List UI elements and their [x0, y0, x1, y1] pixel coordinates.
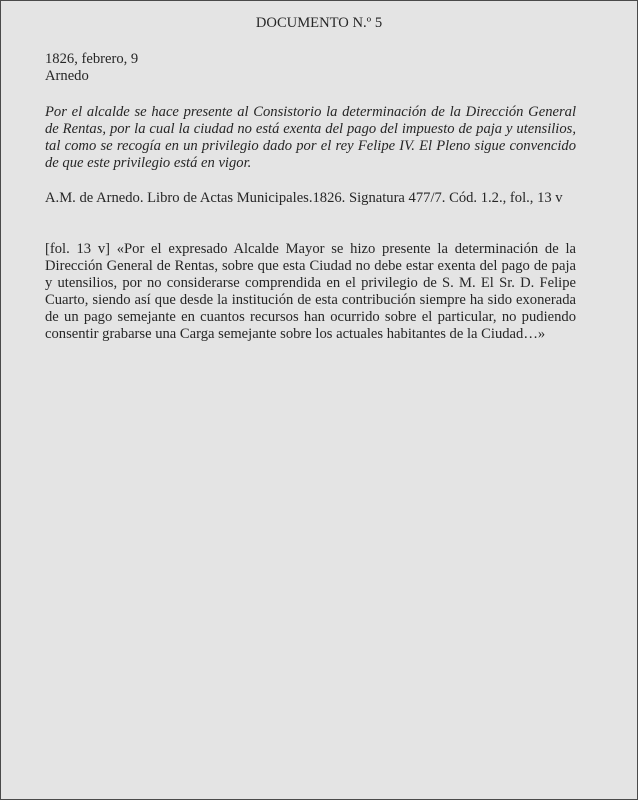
- document-place: Arnedo: [45, 68, 89, 84]
- document-title: DOCUMENTO N.º 5: [255, 15, 383, 31]
- document-source: A.M. de Arnedo. Libro de Actas Municipales.1826. Signatura 477/7. Cód. 1.2., fol., 13 v: [45, 190, 563, 206]
- document-body: [fol. 13 v] «Por el expresado Alcalde Mayor se hizo presente la determinación de la Dirección General de Rentas, sobre que esta Ciudad no debe estar exenta del pago de paja y utensilios, por no considerarse comprendida en el privilegio de S. M. El Sr. D. Felipe Cuarto, siendo así que desde la institución de esta contribución siempre ha sido exonerada de un pago semejante en cuantos recursos han ocurrido sobre el particular, no pudiendo consentir grabarse una Carga semejante sobre los actuales habitantes de la Ciudad…»: [45, 241, 576, 342]
- document-summary: Por el alcalde se hace presente al Consistorio la determinación de la Dirección General de Rentas, por la cual la ciudad no está exenta del pago del impuesto de paja y utensilios, tal como se recogía en un privilegio dado por el rey Felipe IV. El Pleno sigue convencido de que este privilegio está en vigor.: [45, 104, 576, 171]
- document-date: 1826, febrero, 9: [45, 51, 139, 67]
